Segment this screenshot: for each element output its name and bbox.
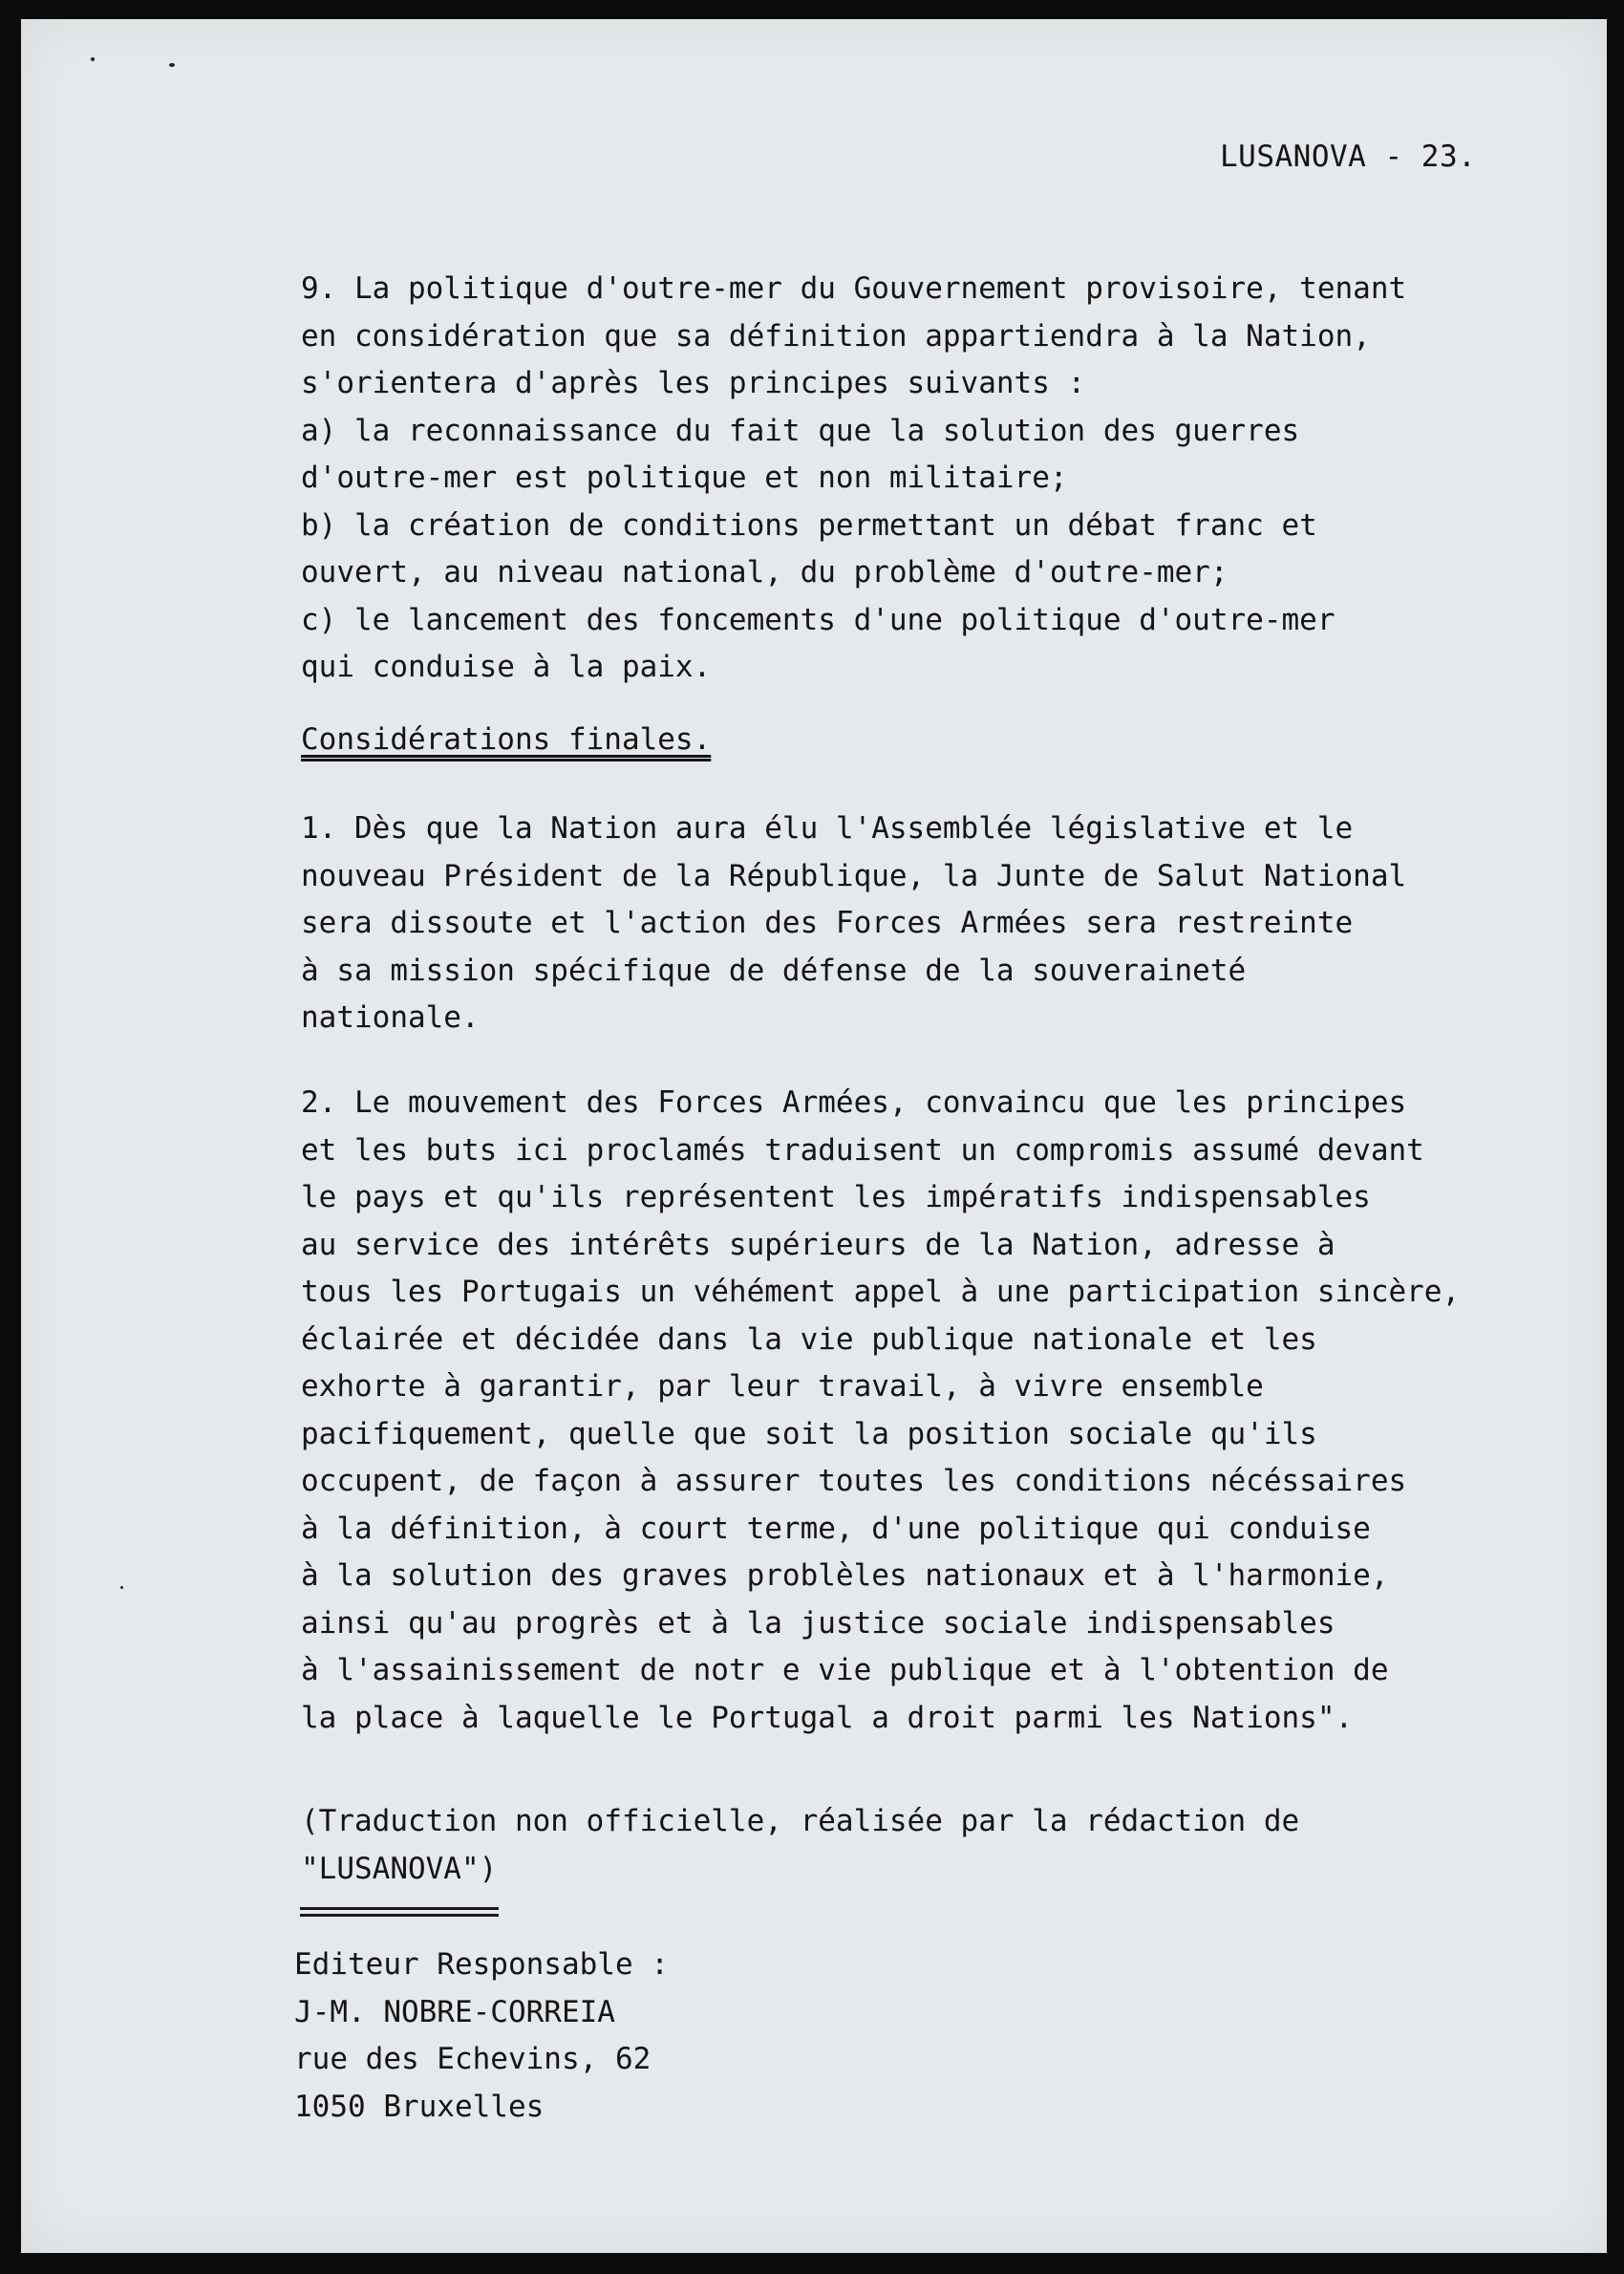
page-header: LUSANOVA - 23. xyxy=(1220,139,1477,174)
text-line: au service des intérêts supérieurs de la Nation, adresse à xyxy=(301,1227,1336,1262)
text-line: (Traduction non officielle, réalisée par la rédaction de xyxy=(301,1804,1300,1838)
text-line: nationale. xyxy=(301,1000,480,1035)
text-line: a) la reconnaissance du fait que la solution des guerres xyxy=(301,413,1300,448)
editor-street: rue des Echevins, 62 xyxy=(294,2042,652,2076)
text-line: la place à laquelle le Portugal a droit parmi les Nations". xyxy=(301,1700,1354,1735)
text-line: ouvert, au niveau national, du problème d'outre-mer; xyxy=(301,555,1229,590)
text-line: exhorte à garantir, par leur travail, à vivre ensemble xyxy=(301,1369,1264,1404)
text-line: tous les Portugais un véhément appel à une participation sincère, xyxy=(301,1275,1461,1309)
text-line: à sa mission spécifique de défense de la souveraineté xyxy=(301,953,1247,988)
text-line: en considération que sa définition appartiendra à la Nation, xyxy=(301,318,1371,354)
scan-speck xyxy=(120,1586,123,1589)
text-line: occupent, de façon à assurer toutes les conditions nécéssaires xyxy=(301,1464,1407,1498)
section-heading: Considérations finales. xyxy=(301,722,712,757)
text-line: 1. Dès que la Nation aura élu l'Assemblée législative et le xyxy=(301,811,1354,846)
text-line: b) la création de conditions permettant un débat franc et xyxy=(301,507,1317,543)
text-line: "LUSANOVA") xyxy=(301,1851,498,1886)
text-line: nouveau Président de la République, la Junte de Salut National xyxy=(301,858,1407,893)
text-line: et les buts ici proclamés traduisent un compromis assumé devant xyxy=(301,1132,1424,1168)
editor-block xyxy=(294,1941,669,2131)
text-line: à la solution des graves problèles nationaux et à l'harmonie, xyxy=(301,1558,1389,1593)
text-line: s'orientera d'après les principes suivants : xyxy=(301,366,1086,400)
text-line: sera dissoute et l'action des Forces Armées sera restreinte xyxy=(301,906,1354,940)
document-page xyxy=(21,19,1607,2253)
text-line: 9. La politique d'outre-mer du Gouvernement provisoire, tenant xyxy=(301,271,1407,306)
text-line: à la définition, à court terme, d'une politique qui conduise xyxy=(301,1511,1371,1546)
text-line: c) le lancement des foncements d'une politique d'outre-mer xyxy=(301,602,1336,637)
scan-speck xyxy=(91,57,95,61)
editor-label: Editeur Responsable : xyxy=(294,1947,669,1982)
final-point-1 xyxy=(301,805,1406,1042)
text-line: qui conduise à la paix. xyxy=(301,650,712,684)
translation-note xyxy=(301,1798,1299,1893)
editor-name: J-M. NOBRE-CORREIA xyxy=(294,1994,615,2029)
text-line: pacifiquement, quelle que soit la position sociale qu'ils xyxy=(301,1416,1317,1451)
text-line: à l'assainissement de notr e vie publique et à l'obtention de xyxy=(301,1653,1389,1687)
double-rule-divider xyxy=(300,1907,499,1917)
scan-speck xyxy=(169,63,175,67)
text-line: éclairée et décidée dans la vie publique nationale et les xyxy=(301,1321,1317,1357)
text-line: ainsi qu'au progrès et à la justice sociale indispensables xyxy=(301,1605,1336,1641)
text-line: 2. Le mouvement des Forces Armées, convaincu que les principes xyxy=(301,1085,1407,1120)
text-line: le pays et qu'ils représentent les impératifs indispensables xyxy=(301,1180,1371,1214)
final-point-2 xyxy=(301,1080,1460,1742)
editor-city: 1050 Bruxelles xyxy=(294,2089,545,2124)
paragraph-9 xyxy=(301,266,1406,692)
text-line: d'outre-mer est politique et non militaire; xyxy=(301,461,1068,495)
